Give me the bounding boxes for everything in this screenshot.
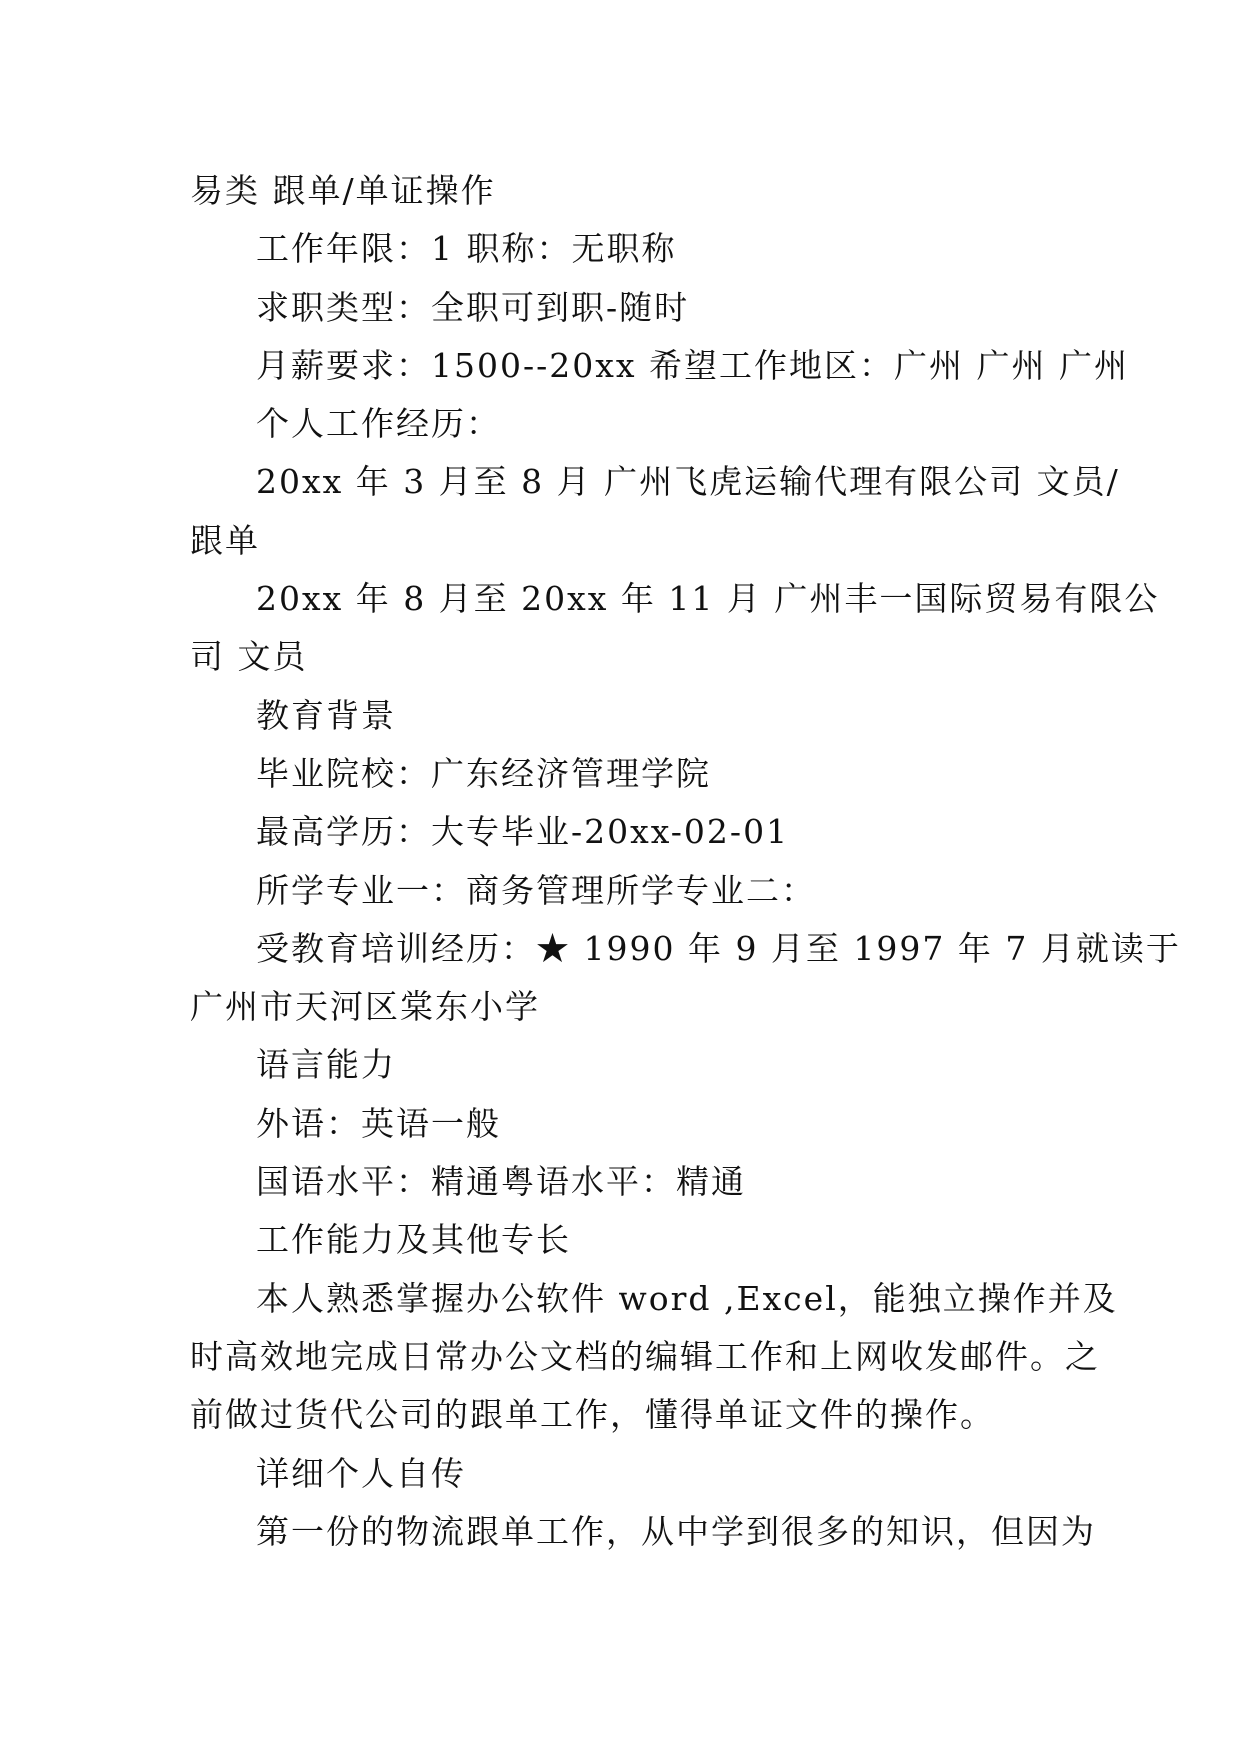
text-line: 前做过货代公司的跟单工作，懂得单证文件的操作。 [190, 1395, 995, 1435]
section-heading: 语言能力 [256, 1045, 396, 1085]
section-heading: 个人工作经历： [256, 404, 501, 444]
text-line: 最高学历：大专毕业-20xx-02-01 [256, 812, 790, 852]
section-heading: 教育背景 [256, 695, 396, 735]
text-line: 司 文员 [190, 637, 308, 677]
text-line: 工作年限：1 职称：无职称 [256, 229, 677, 269]
text-line: 第一份的物流跟单工作，从中学到很多的知识，但因为 [256, 1511, 1096, 1551]
text-line: 20xx 年 3 月至 8 月 广州飞虎运输代理有限公司 文员/ [256, 462, 1120, 502]
text-line: 20xx 年 8 月至 20xx 年 11 月 广州丰一国际贸易有限公 [256, 579, 1160, 619]
text-line: 受教育培训经历：★ 1990 年 9 月至 1997 年 7 月就读于 [256, 928, 1181, 968]
section-heading: 详细个人自传 [256, 1453, 466, 1493]
text-line: 月薪要求：1500--20xx 希望工作地区：广州 广州 广州 [256, 345, 1129, 385]
text-line: 所学专业一：商务管理所学专业二： [256, 870, 816, 910]
text-line: 毕业院校：广东经济管理学院 [256, 753, 711, 793]
resume-text-body [190, 162, 1181, 1561]
text-line: 本人熟悉掌握办公软件 word ,Excel，能独立操作并及 [256, 1278, 1118, 1318]
text-line: 时高效地完成日常办公文档的编辑工作和上网收发邮件。之 [190, 1336, 1100, 1376]
text-line: 国语水平：精通粤语水平：精通 [256, 1162, 746, 1202]
text-line: 求职类型：全职可到职-随时 [256, 287, 690, 327]
text-line: 外语：英语一般 [256, 1103, 501, 1143]
section-heading: 工作能力及其他专长 [256, 1220, 571, 1260]
text-line: 易类 跟单/单证操作 [190, 171, 496, 210]
text-line: 跟单 [190, 520, 260, 560]
text-line: 广州市天河区棠东小学 [190, 987, 540, 1027]
